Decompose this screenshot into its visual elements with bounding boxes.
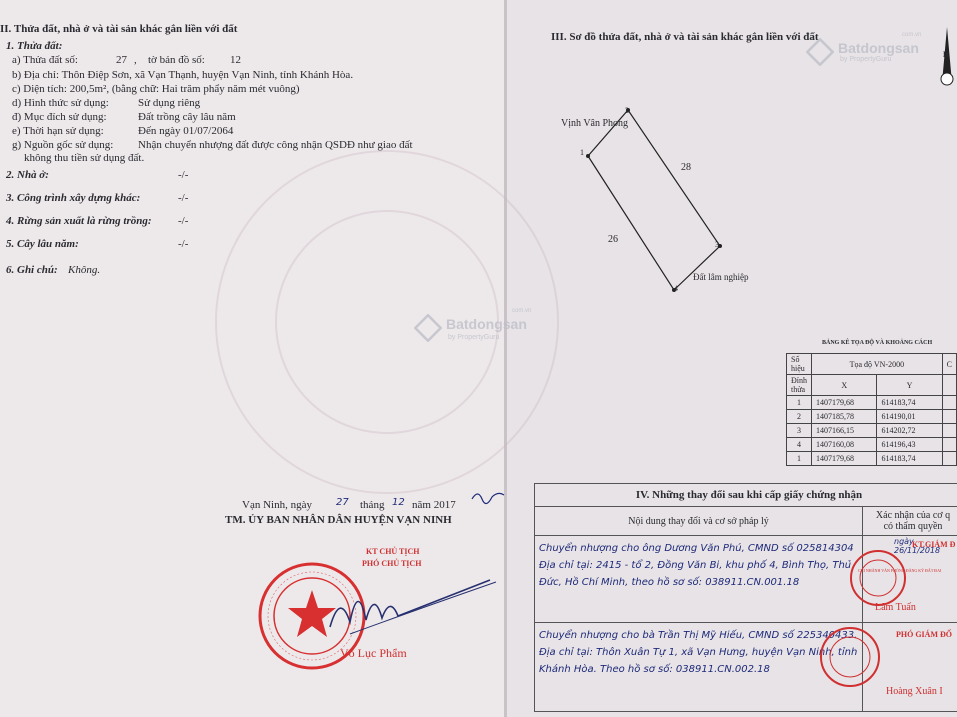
coord-y: 614183,74 (877, 452, 942, 466)
section-iii-title: III. Sơ đồ thửa đất, nhà ở và tài sản khác gắn liền với đất (551, 31, 819, 43)
vertex-2: 2 (625, 106, 629, 115)
coord-y: 614183,74 (877, 396, 942, 410)
stamp-pho-chu-tich: PHÓ CHỦ TỊCH (362, 559, 422, 568)
watermark-domain-top: com.vn (902, 32, 922, 38)
issue-day: 27 (336, 497, 349, 508)
change-entry-1-text: Chuyển nhượng cho ông Dương Văn Phú, CMND số 025814304 Địa chỉ tại: 2415 - tổ 2, Đồng Văn Bi, khu phố 4, Bình Thọ, Thủ Đức, Hồ Chí Minh, theo hồ sơ số: 038911.CN.001.18 (539, 543, 854, 588)
coord-row (787, 452, 957, 466)
coord-id: 1 (787, 452, 812, 466)
section-ii-title: II. Thửa đất, nhà ở và tài sản khác gắn liền với đất (0, 23, 238, 35)
vertex-4: 4 (674, 284, 678, 293)
coord-header-system: Tọa độ VN-2000 (812, 354, 943, 375)
neighbor-vinh-van-phong: Vịnh Vân Phong (561, 118, 629, 129)
coord-header-c: C (942, 354, 956, 375)
usage-origin-value-1: Nhận chuyển nhượng đất được công nhận QSDĐ như giao đất (138, 139, 413, 151)
item-2-house: 2. Nhà ở: (6, 169, 49, 181)
vertex-1: 1 (580, 148, 584, 157)
coord-row (787, 424, 957, 438)
watermark-sub-center: by PropertyGuru (448, 334, 500, 341)
item-4-value: -/- (178, 215, 189, 227)
neighbor-dat-lam-nghiep: Đất lâm nghiệp (693, 272, 749, 282)
changes-col-confirm-line1: Xác nhận của cơ q (875, 510, 951, 521)
coord-y: 614202,72 (877, 424, 942, 438)
coord-id: 3 (787, 424, 812, 438)
watermark-logo-icon-center (414, 314, 442, 342)
coord-row (787, 438, 957, 452)
watermark-sub-top: by PropertyGuru (840, 56, 892, 63)
confirm-signer-1: Lâm Tuấn (875, 602, 916, 613)
issue-place-date-prefix: Vạn Ninh, ngày (242, 499, 312, 511)
coord-id: 1 (787, 396, 812, 410)
confirm-role-pho: PHÓ GIÁM ĐỐ (896, 630, 952, 639)
confirm-red-seal-2 (818, 625, 882, 689)
item-6-notes-value: Không. (68, 264, 101, 276)
watermark-domain-center: com.vn (512, 308, 532, 314)
coord-header-x: X (812, 375, 877, 396)
usage-form-value: Sử dụng riêng (138, 97, 201, 109)
stamp-kt-chu-tich: KT CHỦ TỊCH (366, 547, 420, 556)
vertex-3: 3 (715, 240, 719, 249)
changes-col-content: Nội dung thay đổi và cơ sở pháp lý (535, 507, 863, 536)
item-6-notes-label: 6. Ghi chú: (6, 264, 58, 276)
issue-year: năm 2017 (412, 499, 456, 511)
watermark-logo-icon-top (806, 38, 834, 66)
coord-row (787, 410, 957, 424)
map-sheet-value: 12 (230, 54, 241, 66)
parcel-sketch (560, 100, 780, 300)
map-sheet-label: tờ bản đồ số: (148, 54, 205, 66)
parcel-number-label: a) Thửa đất số: (12, 54, 78, 66)
item-2-value: -/- (178, 169, 189, 181)
item-4-forest: 4. Rừng sản xuất là rừng trồng: (6, 215, 152, 227)
coord-id: 2 (787, 410, 812, 424)
coordinate-table (786, 353, 957, 466)
usage-origin-label: g) Nguồn gốc sử dụng: (12, 139, 114, 151)
address-line: b) Địa chỉ: Thôn Điệp Sơn, xã Vạn Thạnh, huyện Vạn Ninh, tỉnh Khánh Hòa. (12, 69, 354, 81)
item-3-value: -/- (178, 192, 189, 204)
coord-x: 1407160,08 (812, 438, 877, 452)
change-entry-2-text: Chuyển nhượng cho bà Trần Thị Mỹ Hiếu, CMND số 225340433. Địa chỉ tại: Thôn Xuân Tự 1, xã Vạn Hưng, huyện Vạn Ninh, tỉnh Khánh Hòa. Theo hồ sơ số: 038911.CN.002.18 (539, 630, 858, 675)
change-entry-1 (535, 536, 863, 623)
coord-id: 4 (787, 438, 812, 452)
compass-letter: B (943, 50, 949, 59)
usage-purpose-label: đ) Mục đích sử dụng: (12, 111, 107, 123)
changes-title: IV. Những thay đổi sau khi cấp giấy chứng nhận (535, 484, 957, 507)
signer-name: Võ Lục Phẩm (340, 646, 407, 660)
edge-length-top: 28 (681, 162, 691, 173)
area-line: c) Diện tích: 200,5m², (bằng chữ: Hai trăm phẩy năm mét vuông) (12, 83, 300, 95)
coord-x: 1407166,15 (812, 424, 877, 438)
coord-row (787, 396, 957, 410)
changes-col-confirm (863, 507, 957, 536)
issue-month: 12 (392, 497, 405, 508)
coordinate-table-title: BẢNG KÊ TỌA ĐỘ VÀ KHOẢNG CÁCH (822, 340, 933, 346)
usage-origin-value-2: không thu tiền sử dụng đất. (24, 152, 145, 164)
coord-header-id: Số hiệu (787, 354, 812, 375)
watermark-brand-center: Batdongsan (446, 316, 527, 332)
item-3-construction: 3. Công trình xây dựng khác: (6, 192, 141, 204)
item-5-value: -/- (178, 238, 189, 250)
usage-term-label: e) Thời hạn sử dụng: (12, 125, 104, 137)
coord-x: 1407179,68 (812, 452, 877, 466)
usage-term-value: Đến ngày 01/07/2064 (138, 125, 234, 137)
parcel-number-value: 27 (116, 54, 127, 66)
changes-col-confirm-line2: có thẩm quyền (883, 521, 943, 532)
usage-form-label: d) Hình thức sử dụng: (12, 97, 109, 109)
issuing-authority: TM. ỦY BAN NHÂN DÂN HUYỆN VẠN NINH (225, 514, 452, 526)
coord-y: 614196,43 (877, 438, 942, 452)
item-5-perennial: 5. Cây lâu năm: (6, 238, 79, 250)
coord-x: 1407185,78 (812, 410, 877, 424)
edge-length-left: 26 (608, 234, 618, 245)
confirm-signer-2: Hoàng Xuân I (886, 686, 943, 697)
confirm-stamp-text: CHI NHÁNH VĂN PHÒNG ĐĂNG KÝ ĐẤT ĐAI (858, 568, 942, 573)
change-entry-1-date: ngày 26/11/2018 (894, 537, 941, 555)
parcel-separator: , (134, 54, 137, 66)
item-1-title: 1. Thửa đất: (6, 40, 63, 52)
coord-x: 1407179,68 (812, 396, 877, 410)
watermark-brand-top: Batdongsan (838, 40, 919, 56)
coord-y: 614190,01 (877, 410, 942, 424)
signature-scribble (320, 572, 500, 642)
confirm-red-seal-1 (848, 548, 908, 608)
change-entry-2 (535, 623, 863, 712)
confirm-role-kt: KT.GIÁM Đ (912, 540, 956, 549)
date-initial-mark (470, 487, 506, 505)
coord-header-y: Y (877, 375, 942, 396)
usage-purpose-value: Đất trồng cây lâu năm (138, 111, 236, 123)
north-compass-icon (938, 25, 956, 93)
issue-month-label: tháng (360, 499, 385, 511)
coord-header-vertex: Đỉnh thửa (787, 375, 812, 396)
